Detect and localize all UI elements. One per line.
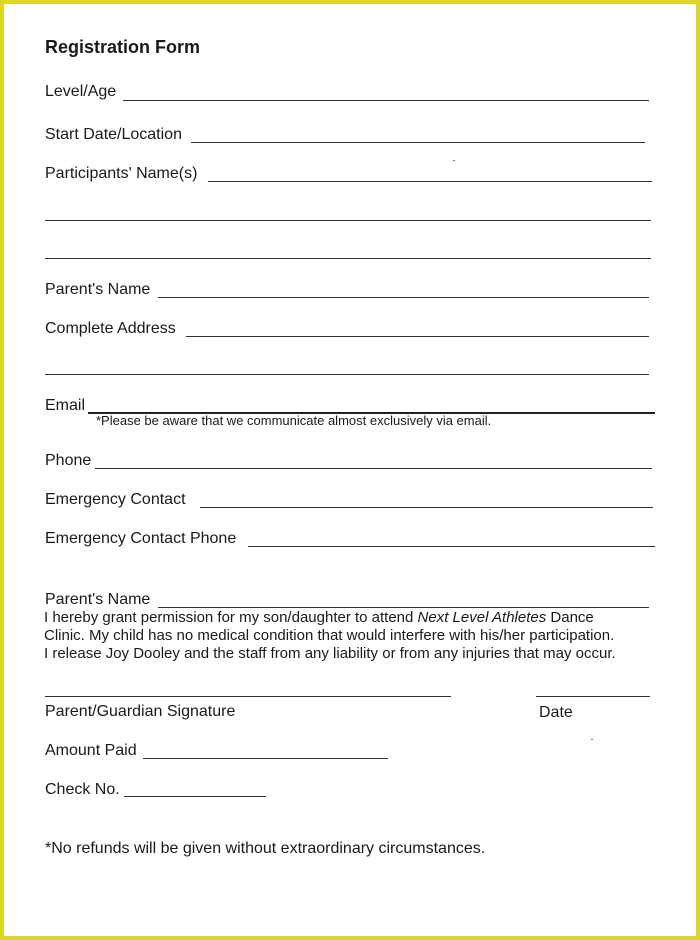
level-age-label: Level/Age: [45, 83, 117, 100]
complete-address-field[interactable]: [186, 336, 649, 337]
permission-line-1: I hereby grant permission for my son/daughter to attend Next Level Athletes Dance: [44, 609, 594, 626]
registration-form-page: [4, 4, 696, 936]
email-label: Email: [45, 397, 86, 414]
permission-line-3: I release Joy Dooley and the staff from any liability or from any injuries that may occur.: [44, 645, 616, 662]
check-no-label: Check No.: [45, 781, 120, 798]
emergency-contact-field[interactable]: [200, 507, 653, 508]
no-refunds-note: *No refunds will be given without extraordinary circumstances.: [45, 840, 486, 857]
complete-address-label: Complete Address: [45, 320, 176, 337]
start-date-location-field[interactable]: [191, 142, 645, 143]
permission-line-2: Clinic. My child has no medical condition that would interfere with his/her participation.: [44, 627, 615, 644]
program-name: Next Level Athletes: [417, 609, 547, 626]
email-note: *Please be aware that we communicate almost exclusively via email.: [96, 413, 492, 428]
permission-parents-name-label: Parent's Name: [45, 591, 151, 608]
scan-speck: [591, 739, 593, 740]
complete-address-field-line-2[interactable]: [45, 374, 649, 375]
form-title: Registration Form: [45, 37, 201, 57]
level-age-field[interactable]: [123, 100, 649, 101]
emergency-contact-label: Emergency Contact: [45, 491, 186, 508]
participants-names-field-line-2[interactable]: [45, 220, 651, 221]
guardian-signature-field[interactable]: [45, 696, 451, 697]
guardian-signature-label: Parent/Guardian Signature: [45, 703, 236, 720]
permission-parents-name-field[interactable]: [158, 607, 649, 608]
participants-names-label: Participants' Name(s): [45, 165, 198, 182]
phone-label: Phone: [45, 452, 92, 469]
start-date-location-label: Start Date/Location: [45, 126, 182, 143]
parents-name-label: Parent's Name: [45, 281, 151, 298]
parents-name-field[interactable]: [158, 297, 649, 298]
amount-paid-label: Amount Paid: [45, 742, 137, 759]
scan-speck: [453, 160, 455, 161]
emergency-contact-phone-field[interactable]: [248, 546, 655, 547]
participants-names-field[interactable]: [208, 181, 652, 182]
emergency-contact-phone-label: Emergency Contact Phone: [45, 530, 237, 547]
amount-paid-field[interactable]: [143, 758, 388, 759]
date-label: Date: [539, 704, 573, 721]
phone-field[interactable]: [95, 468, 652, 469]
participants-names-field-line-3[interactable]: [45, 258, 651, 259]
permission-statement: [44, 609, 664, 663]
date-field[interactable]: [536, 696, 650, 697]
check-no-field[interactable]: [124, 796, 266, 797]
